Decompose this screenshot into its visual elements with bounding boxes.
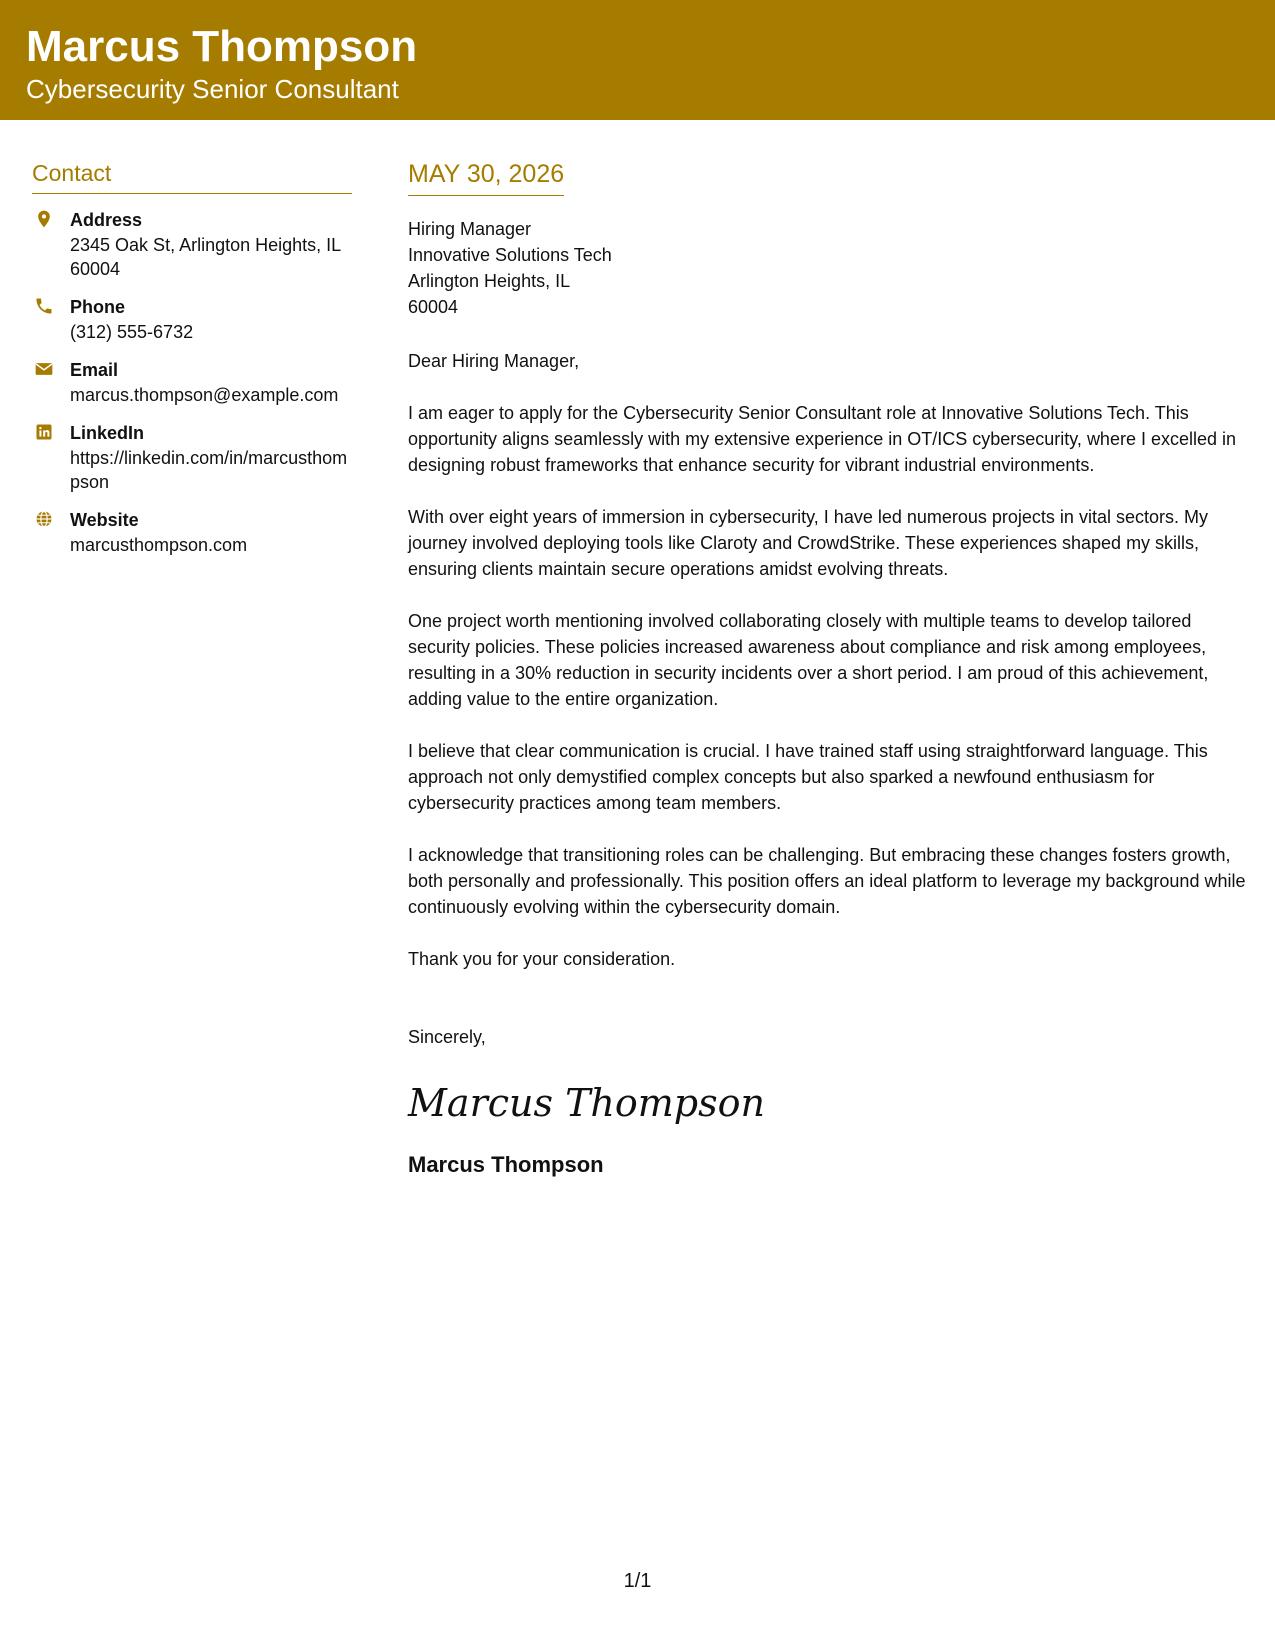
recipient-line: Hiring Manager xyxy=(408,219,532,239)
contact-heading: Contact xyxy=(32,160,352,194)
contact-website xyxy=(32,508,352,557)
letter-body xyxy=(408,160,1248,1178)
contact-phone xyxy=(32,295,352,344)
recipient-line: Arlington Heights, IL xyxy=(408,271,571,291)
page-number: 1/1 xyxy=(623,1570,652,1592)
thanks-line: Thank you for your consideration. xyxy=(408,949,676,969)
map-pin-icon xyxy=(34,209,54,229)
contact-linkedin xyxy=(32,421,352,494)
contact-label: Website xyxy=(70,510,139,530)
globe-icon xyxy=(34,509,54,529)
contact-value: marcusthompson.com xyxy=(70,535,248,555)
contact-value: marcus.thompson@example.com xyxy=(70,385,339,405)
recipient-block xyxy=(408,216,1248,320)
contact-value: https://linkedin.com/in/marcusthompson xyxy=(70,448,348,492)
contact-label: Address xyxy=(70,210,143,230)
letter-paragraph: I acknowledge that transitioning roles can be challenging. But embracing these changes fosters growth, both personally and professionally. This position offers an ideal platform to leverage my background while continuously evolving within the cybersecurity domain. xyxy=(408,845,1246,917)
contact-address xyxy=(32,208,352,281)
contact-label: Phone xyxy=(70,297,126,317)
contact-label: Email xyxy=(70,360,119,380)
envelope-icon xyxy=(34,359,54,379)
contact-value: (312) 555-6732 xyxy=(70,322,194,342)
letter-date: MAY 30, 2026 xyxy=(408,160,564,196)
recipient-line: 60004 xyxy=(408,297,459,317)
letter-paragraph: With over eight years of immersion in cybersecurity, I have led numerous projects in vital sectors. My journey involved deploying tools like Claroty and CrowdStrike. These experiences shaped my skills, ensuring clients maintain secure operations amidst evolving threats. xyxy=(408,507,1208,579)
header-banner xyxy=(0,0,1275,120)
phone-icon xyxy=(34,296,54,316)
contact-value: 2345 Oak St, Arlington Heights, IL 60004 xyxy=(70,235,341,279)
linkedin-icon xyxy=(34,422,54,442)
closing-line: Sincerely, xyxy=(408,1027,486,1047)
handwritten-signature: Marcus Thompson xyxy=(408,1081,765,1125)
contact-email xyxy=(32,358,352,407)
contact-sidebar xyxy=(32,160,352,571)
salutation: Dear Hiring Manager, xyxy=(408,351,580,371)
applicant-name: Marcus Thompson xyxy=(26,22,418,71)
letter-paragraph: I am eager to apply for the Cybersecurity Senior Consultant role at Innovative Solutions Tech. This opportunity aligns seamlessly with my extensive experience in OT/ICS cybersecurity, where I excelled in designing robust frameworks that enhance security for vibrant industrial environments. xyxy=(408,403,1237,475)
applicant-title: Cybersecurity Senior Consultant xyxy=(26,74,399,104)
letter-paragraph: One project worth mentioning involved collaborating closely with multiple teams to develop tailored security policies. These policies increased awareness about compliance and risk among employees, resulting in a 30% reduction in security incidents over a short period. I am proud of this achievement, adding value to the entire organization. xyxy=(408,611,1209,709)
letter-paragraph: I believe that clear communication is crucial. I have trained staff using straightforward language. This approach not only demystified complex concepts but also sparked a newfound enthusiasm for cybersecurity practices among team members. xyxy=(408,741,1208,813)
contact-label: LinkedIn xyxy=(70,423,145,443)
signer-name: Marcus Thompson xyxy=(408,1152,604,1177)
recipient-line: Innovative Solutions Tech xyxy=(408,245,612,265)
